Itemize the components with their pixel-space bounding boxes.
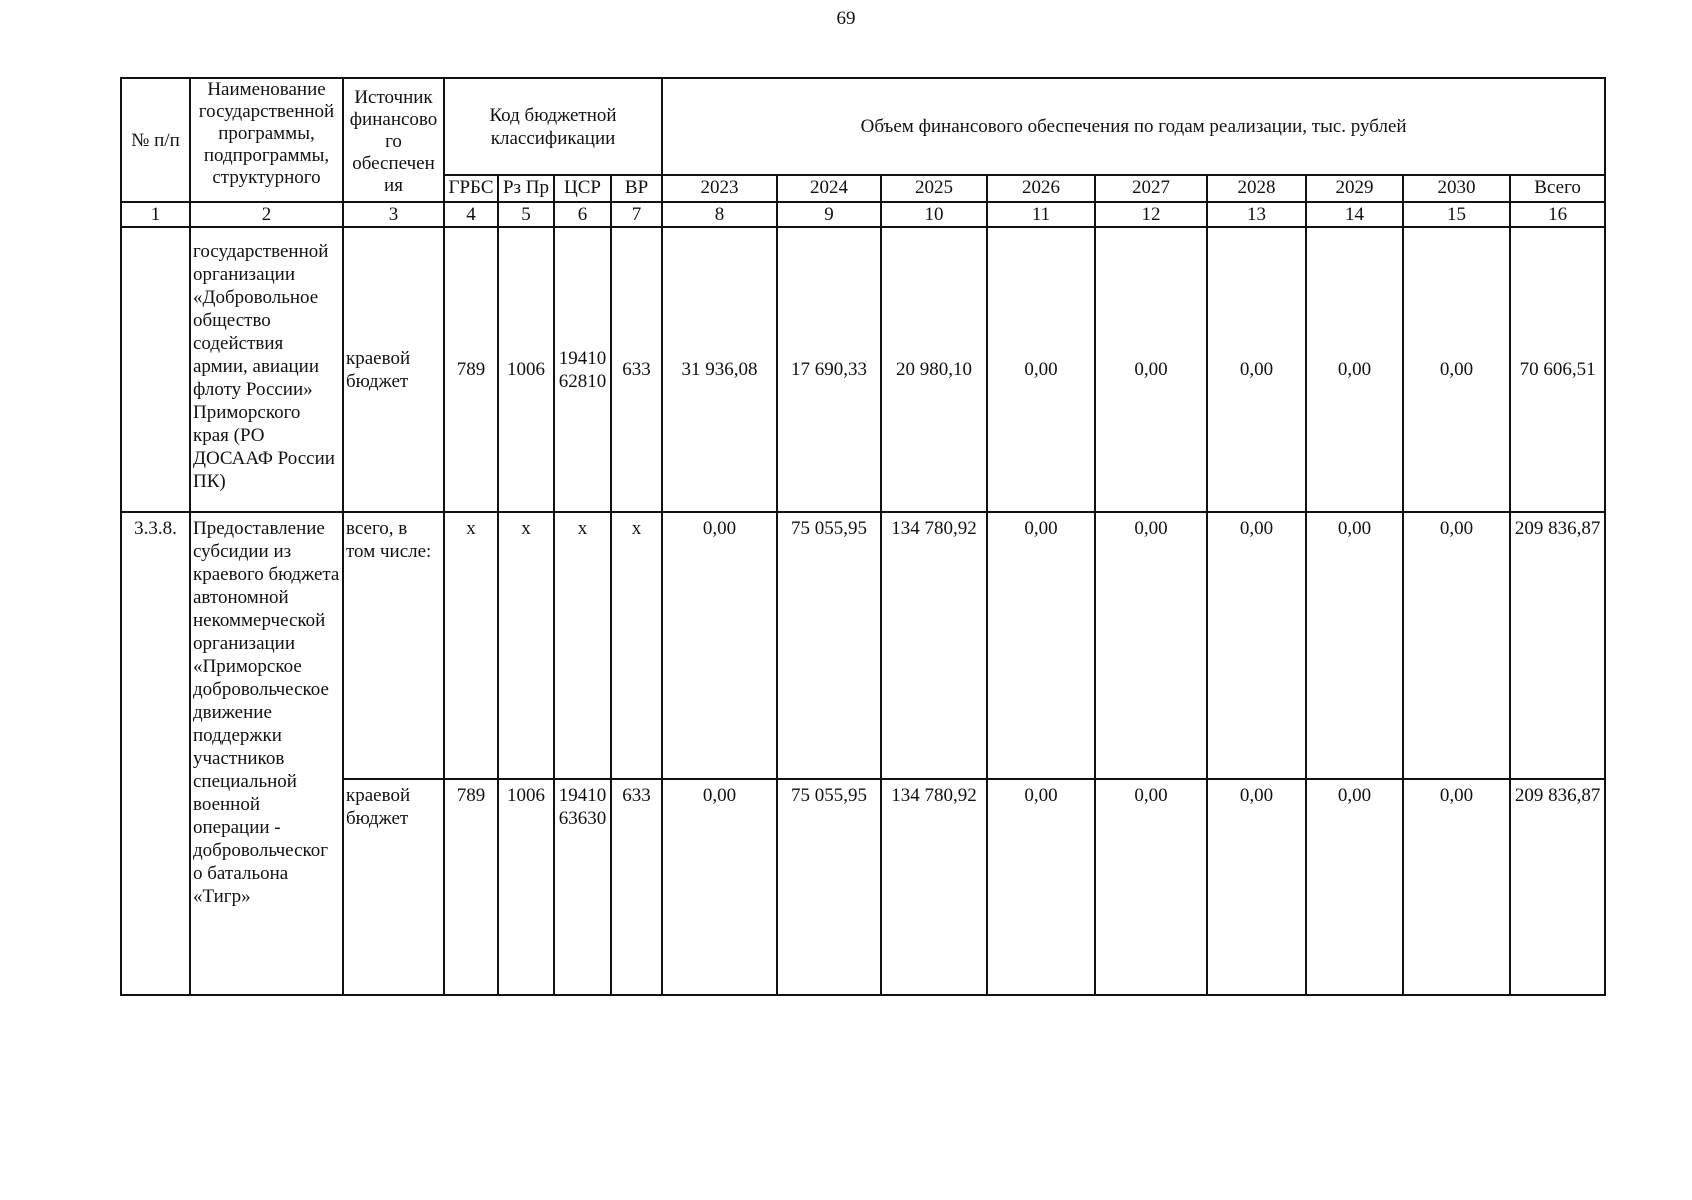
csr-code: x — [554, 512, 611, 779]
csr-code: 19410 62810 — [554, 227, 611, 512]
column-number: 2 — [190, 202, 343, 227]
vr-code: x — [611, 512, 662, 779]
value-2025: 134 780,92 — [881, 512, 987, 779]
rzpr-code: 1006 — [498, 779, 554, 995]
column-number: 16 — [1510, 202, 1605, 227]
vr-code: 633 — [611, 779, 662, 995]
column-number-row — [121, 202, 1605, 227]
column-number: 8 — [662, 202, 777, 227]
header-year-2024: 2024 — [777, 175, 881, 202]
column-number: 11 — [987, 202, 1095, 227]
column-number: 4 — [444, 202, 498, 227]
header-year-2030: 2030 — [1403, 175, 1510, 202]
header-volume-group: Объем финансового обеспечения по годам реализации, тыс. рублей — [662, 78, 1605, 175]
program-name: Предоставление субсидии из краевого бюджета автономной некоммерческой организации «Приморское добровольческое движение поддержки участников специальной военной операции - добровольческог о батальона «Тигр» — [190, 512, 343, 995]
value-2023: 0,00 — [662, 779, 777, 995]
grbs-code: 789 — [444, 227, 498, 512]
value-2026: 0,00 — [987, 512, 1095, 779]
column-number: 14 — [1306, 202, 1403, 227]
header-source: Источник финансово го обеспечен ия — [343, 78, 444, 202]
value-2026: 0,00 — [987, 779, 1095, 995]
grbs-code: 789 — [444, 779, 498, 995]
page-number: 69 — [836, 8, 856, 29]
value-total: 209 836,87 — [1510, 779, 1605, 995]
rzpr-code: 1006 — [498, 227, 554, 512]
value-2025: 134 780,92 — [881, 779, 987, 995]
value-2029: 0,00 — [1306, 512, 1403, 779]
vr-code: 633 — [611, 227, 662, 512]
grbs-code: x — [444, 512, 498, 779]
value-2030: 0,00 — [1403, 227, 1510, 512]
header-year-2027: 2027 — [1095, 175, 1207, 202]
header-year-2026: 2026 — [987, 175, 1095, 202]
value-2027: 0,00 — [1095, 512, 1207, 779]
funding-source: краевой бюджет — [343, 227, 444, 512]
header-year-2028: 2028 — [1207, 175, 1306, 202]
value-2024: 75 055,95 — [777, 779, 881, 995]
value-2023: 0,00 — [662, 512, 777, 779]
value-total: 209 836,87 — [1510, 512, 1605, 779]
row-number — [121, 227, 190, 512]
table-row — [121, 779, 1605, 995]
value-2023: 31 936,08 — [662, 227, 777, 512]
value-2028: 0,00 — [1207, 512, 1306, 779]
rzpr-code: x — [498, 512, 554, 779]
value-2030: 0,00 — [1403, 512, 1510, 779]
header-csr: ЦСР — [554, 175, 611, 202]
column-number: 10 — [881, 202, 987, 227]
header-name: Наименование государственной программы, подпрограммы, структурного — [190, 78, 343, 202]
header-year-2029: 2029 — [1306, 175, 1403, 202]
value-2029: 0,00 — [1306, 227, 1403, 512]
table-row — [121, 227, 1605, 512]
value-2029: 0,00 — [1306, 779, 1403, 995]
header-year-2023: 2023 — [662, 175, 777, 202]
csr-code: 19410 63630 — [554, 779, 611, 995]
header-total: Всего — [1510, 175, 1605, 202]
header-num: № п/п — [121, 78, 190, 202]
header-kbk-group: Код бюджетной классификации — [444, 78, 662, 175]
header-rzpr: Рз Пр — [498, 175, 554, 202]
header-grbs: ГРБС — [444, 175, 498, 202]
value-2027: 0,00 — [1095, 227, 1207, 512]
value-2025: 20 980,10 — [881, 227, 987, 512]
table-row — [121, 512, 1605, 779]
column-number: 13 — [1207, 202, 1306, 227]
column-number: 1 — [121, 202, 190, 227]
value-2030: 0,00 — [1403, 779, 1510, 995]
funding-source: всего, в том числе: — [343, 512, 444, 779]
value-2024: 17 690,33 — [777, 227, 881, 512]
value-total: 70 606,51 — [1510, 227, 1605, 512]
column-number: 15 — [1403, 202, 1510, 227]
column-number: 12 — [1095, 202, 1207, 227]
column-number: 9 — [777, 202, 881, 227]
header-row — [121, 78, 1605, 175]
column-number: 7 — [611, 202, 662, 227]
column-number: 5 — [498, 202, 554, 227]
header-vr: ВР — [611, 175, 662, 202]
column-number: 6 — [554, 202, 611, 227]
funding-source: краевой бюджет — [343, 779, 444, 995]
value-2027: 0,00 — [1095, 779, 1207, 995]
row-number: 3.3.8. — [121, 512, 190, 995]
value-2028: 0,00 — [1207, 779, 1306, 995]
value-2026: 0,00 — [987, 227, 1095, 512]
column-number: 3 — [343, 202, 444, 227]
budget-table — [120, 77, 1606, 996]
header-year-2025: 2025 — [881, 175, 987, 202]
program-name: государственной организации «Добровольное общество содействия армии, авиации флоту России» Приморского края (РО ДОСААФ России ПК) — [190, 227, 343, 512]
value-2024: 75 055,95 — [777, 512, 881, 779]
value-2028: 0,00 — [1207, 227, 1306, 512]
